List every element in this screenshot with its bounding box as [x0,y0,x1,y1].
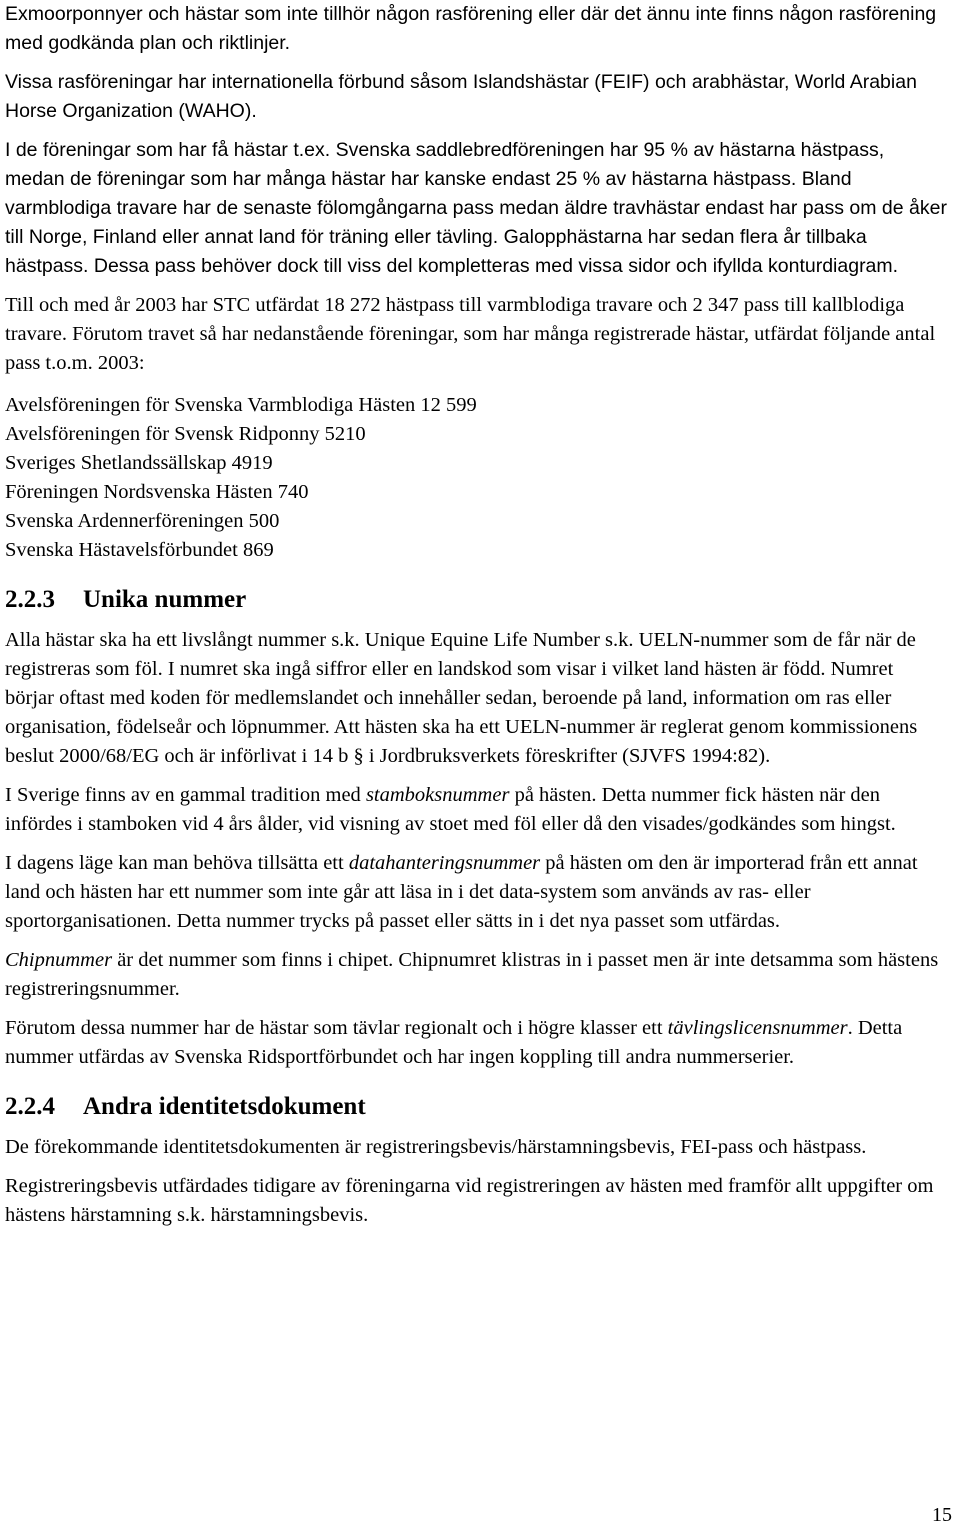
paragraph-pass-coverage: I de föreningar som har få hästar t.ex. Svenska saddlebredföreningen har 95 % av hästarna hästpass, medan de föreningar som har många hästar har kanske endast 25 % av hästarna hästpass. Bland varmblodiga travare har de senaste fölomgångarna pass medan äldre travhästar endast har pass om de åker till Norge, Finland eller annat land för träning eller tävling. Galopphästarna har sedan flera år tillbaka hästpass. Dessa pass behöver dock till viss del kompletteras med vissa sidor och ifyllda konturdiagram. [5,139,947,277]
term-datahanteringsnummer: datahanteringsnummer [348,852,541,874]
list-item: Svenska Ardennerföreningen 500 [5,510,280,532]
term-stamboksnummer: stamboksnummer [365,784,510,806]
list-item: Föreningen Nordsvenska Hästen 740 [5,481,309,503]
paragraph-identity-documents: De förekommande identitetsdokumenten är registreringsbevis/härstamningsbevis, FEI-pass och hästpass. [5,1136,867,1158]
section-title: Unika nummer [83,586,247,613]
section-number: 2.2.3 [5,586,55,613]
section-heading-2-2-4 [5,1091,947,1123]
paragraph-tavlingslicensnummer: Förutom dessa nummer har de hästar som tävlar regionalt och i högre klasser ett tävlingslicensnummer. Detta nummer utfärdas av Svenska Ridsportförbundet och har ingen koppling till andra nummerserier. [5,1017,903,1068]
association-pass-list [5,391,947,565]
section-title: Andra identitetsdokument [83,1093,366,1120]
page-number: 15 [932,1504,952,1526]
paragraph-chipnummer: Chipnummer är det nummer som finns i chipet. Chipnumret klistras in i passet men är inte detsamma som hästens registreringsnummer. [5,949,939,1000]
paragraph-datahanteringsnummer: I dagens läge kan man behöva tillsätta ett datahanteringsnummer på hästen om den är importerad från ett annat land och hästen har ett nummer som inte går att läsa in i det data-system som används av ras- eller sportorganisationen. Detta nummer trycks på passet eller sätts in i det nya passet som utfärdas. [5,852,918,932]
list-item: Sveriges Shetlandssällskap 4919 [5,452,273,474]
paragraph-registreringsbevis: Registreringsbevis utfärdades tidigare av föreningarna vid registreringen av hästen med framför allt uppgifter om hästens härstamning s.k. härstamningsbevis. [5,1175,934,1226]
list-item: Avelsföreningen för Svensk Ridponny 5210 [5,423,366,445]
document-page [5,0,947,1230]
term-tavlingslicensnummer: tävlingslicensnummer [667,1017,848,1039]
list-item: Avelsföreningen för Svenska Varmblodiga Hästen 12 599 [5,394,477,416]
list-item: Svenska Hästavelsförbundet 869 [5,539,274,561]
paragraph-exmoor: Exmoorponnyer och hästar som inte tillhör någon rasförening eller där det ännu inte finns någon rasförening med godkända plan och riktlinjer. [5,3,937,54]
paragraph-international-federations: Vissa rasföreningar har internationella förbund såsom Islandshästar (FEIF) och arabhästar, World Arabian Horse Organization (WAHO). [5,71,917,122]
section-heading-2-2-3 [5,584,947,616]
section-number: 2.2.4 [5,1093,55,1120]
paragraph-ueln: Alla hästar ska ha ett livslångt nummer s.k. Unique Equine Life Number s.k. UELN-nummer som de får när de registreras som föl. I numret ska ingå siffror eller en landskod som visar i vilket land hästen är född. Numret börjar oftast med koden för medlemslandet och innehåller sedan, beroende på land, information om ras eller organisation, födelseår och löpnummer. Att hästen ska ha ett UELN-nummer är reglerat genom kommissionens beslut 2000/68/EG och är införlivat i 14 b § i Jordbruksverkets föreskrifter (SJVFS 1994:82). [5,629,918,767]
paragraph-stc-statistics: Till och med år 2003 har STC utfärdat 18 272 hästpass till varmblodiga travare och 2 347 pass till kallblodiga travare. Förutom travet så har nedanstående föreningar, som har många registrerade hästar, utfärdat följande antal pass t.o.m. 2003: [5,294,936,374]
term-chipnummer: Chipnummer [5,949,113,971]
paragraph-stamboksnummer: I Sverige finns av en gammal tradition med stamboksnummer på hästen. Detta nummer fick hästen när den infördes i stamboken vid 4 års ålder, vid visning av stoet med föl eller då den visades/godkändes som hingst. [5,784,896,835]
